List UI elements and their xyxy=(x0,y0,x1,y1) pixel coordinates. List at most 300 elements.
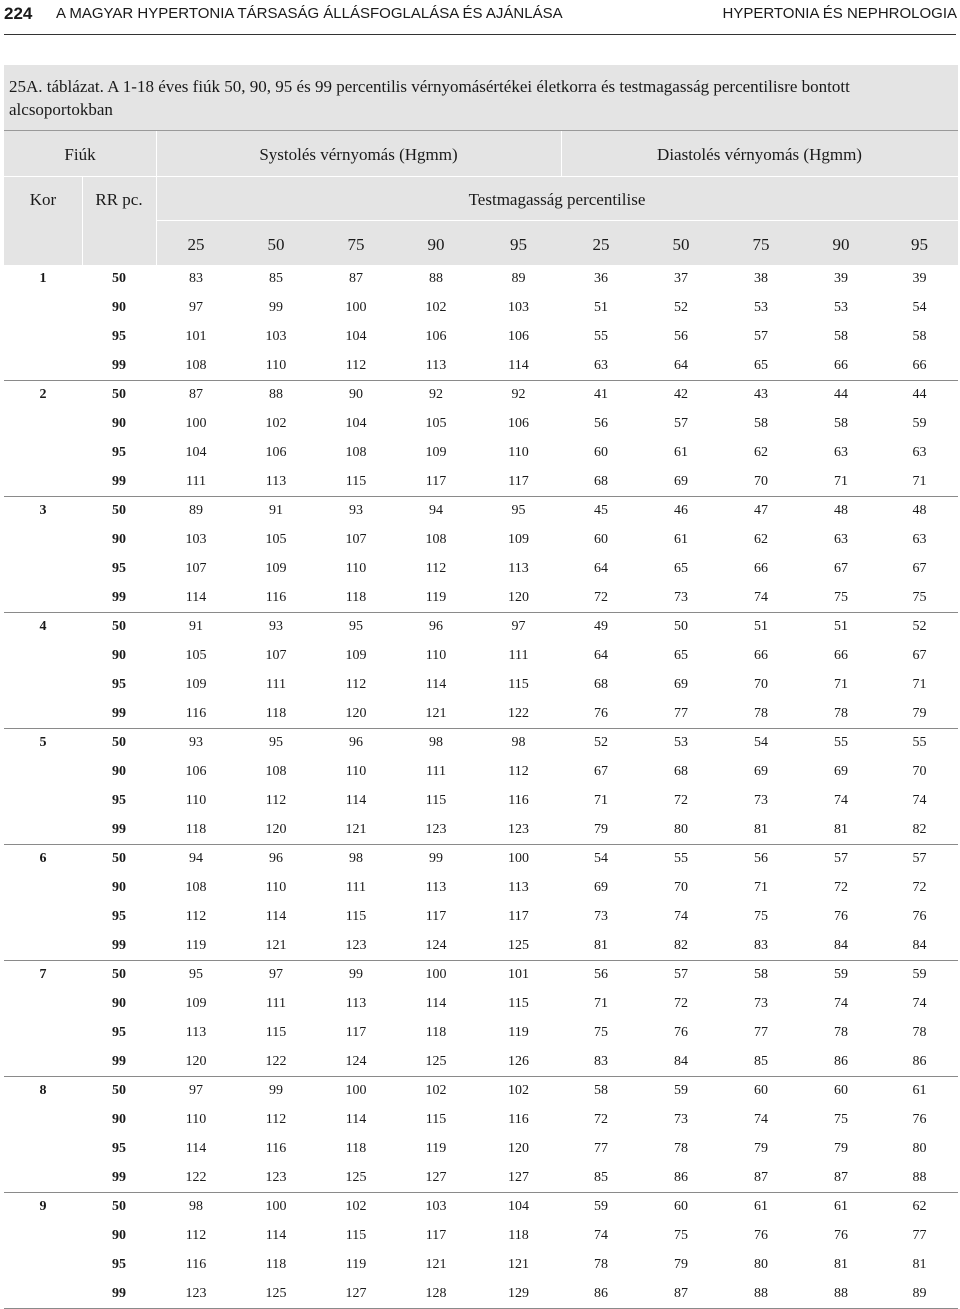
systolic-value-cell: 110 xyxy=(185,792,207,808)
table-caption xyxy=(4,65,958,131)
diastolic-value-cell: 64 xyxy=(641,351,721,380)
diastolic-value-cell: 89 xyxy=(881,1279,958,1308)
table-row xyxy=(4,787,958,816)
systolic-value-cell: 98 xyxy=(349,851,363,867)
systolic-value-cell: 114 xyxy=(345,792,367,808)
diastolic-value-cell: 71 xyxy=(801,467,881,496)
systolic-value-cell: 108 xyxy=(185,880,207,896)
rr-percentile-cell: 95 xyxy=(112,792,126,808)
diastolic-value-cell: 69 xyxy=(754,764,768,780)
systolic-value-cell: 127 xyxy=(316,1279,396,1308)
diastolic-value-cell: 87 xyxy=(641,1279,721,1308)
diastolic-value-cell: 55 xyxy=(594,328,608,344)
diastolic-value-cell: 71 xyxy=(912,676,927,692)
diastolic-value-cell: 73 xyxy=(594,908,608,924)
diastolic-value-cell: 57 xyxy=(754,328,768,344)
rr-percentile-cell: 99 xyxy=(82,931,156,960)
systolic-value-cell: 109 xyxy=(425,444,447,460)
age-cell xyxy=(4,1222,82,1251)
diastolic-value-cell: 54 xyxy=(912,300,927,316)
systolic-value-cell: 100 xyxy=(185,416,207,432)
table-row xyxy=(4,555,958,584)
systolic-value-cell: 107 xyxy=(185,560,207,576)
diastolic-value-cell: 72 xyxy=(912,880,927,896)
systolic-value-cell: 120 xyxy=(476,583,561,612)
systolic-value-cell: 94 xyxy=(429,503,443,519)
systolic-value-cell: 83 xyxy=(189,271,203,287)
systolic-value-cell: 114 xyxy=(185,1140,207,1156)
systolic-value-cell: 115 xyxy=(508,676,529,692)
diastolic-value-cell: 70 xyxy=(721,467,801,496)
age-cell xyxy=(4,1047,82,1076)
systolic-value-cell: 109 xyxy=(185,996,207,1012)
age-cell xyxy=(4,294,82,323)
systolic-value-cell: 112 xyxy=(185,1228,207,1244)
systolic-value-cell: 122 xyxy=(156,1163,236,1192)
diastolic-value-cell: 55 xyxy=(912,735,927,751)
systolic-value-cell: 103 xyxy=(425,1199,447,1215)
table-row xyxy=(4,729,958,758)
diastolic-value-cell: 53 xyxy=(834,300,848,316)
systolic-value-cell: 127 xyxy=(476,1163,561,1192)
diastolic-value-cell: 80 xyxy=(641,815,721,844)
table-row xyxy=(4,1019,958,1048)
systolic-value-cell: 104 xyxy=(508,1199,529,1215)
diastolic-value-cell: 72 xyxy=(834,880,848,896)
diastolic-value-cell: 66 xyxy=(834,648,848,664)
diastolic-value-cell: 66 xyxy=(801,351,881,380)
age-cell xyxy=(4,1251,82,1280)
diastolic-value-cell: 74 xyxy=(912,792,927,808)
diastolic-value-cell: 84 xyxy=(801,931,881,960)
systolic-value-cell: 117 xyxy=(476,467,561,496)
systolic-value-cell: 100 xyxy=(345,1083,367,1099)
age-cell: 5 xyxy=(39,735,47,751)
diastolic-value-cell: 73 xyxy=(674,1112,688,1128)
table-row xyxy=(4,526,958,555)
height-column-header: 25 xyxy=(592,235,610,254)
diastolic-value-cell: 74 xyxy=(594,1228,608,1244)
systolic-value-cell: 109 xyxy=(265,560,287,576)
systolic-value-cell: 117 xyxy=(425,1228,447,1244)
rr-percentile-cell: 50 xyxy=(112,967,126,983)
systolic-value-cell: 121 xyxy=(396,699,476,728)
height-percentile-header: Testmagasság percentilise xyxy=(468,190,646,209)
diastolic-value-cell: 73 xyxy=(754,792,768,808)
systolic-value-cell: 121 xyxy=(425,1256,447,1272)
systolic-value-cell: 108 xyxy=(425,532,447,548)
rr-percentile-cell: 95 xyxy=(112,1140,126,1156)
diastolic-value-cell: 52 xyxy=(674,300,688,316)
systolic-value-cell: 119 xyxy=(156,931,236,960)
age-cell xyxy=(4,1135,82,1164)
systolic-value-cell: 112 xyxy=(265,1112,287,1128)
rr-percentile-cell: 95 xyxy=(112,1256,126,1272)
age-cell: 3 xyxy=(39,503,47,519)
systolic-value-cell: 119 xyxy=(345,1256,367,1272)
table-row xyxy=(4,583,958,612)
diastolic-value-cell: 74 xyxy=(834,996,848,1012)
rr-percentile-cell: 99 xyxy=(82,815,156,844)
systolic-value-cell: 111 xyxy=(426,764,446,780)
group-label: Fiúk xyxy=(64,145,96,164)
diastolic-value-cell: 72 xyxy=(674,996,688,1012)
systolic-value-cell: 88 xyxy=(429,271,443,287)
systolic-value-cell: 108 xyxy=(345,444,367,460)
diastolic-value-cell: 87 xyxy=(721,1163,801,1192)
height-column-header: 95 xyxy=(911,235,928,254)
diastolic-value-cell: 68 xyxy=(561,467,641,496)
diastolic-value-cell: 67 xyxy=(912,648,927,664)
diastolic-value-cell: 38 xyxy=(754,271,768,287)
diastolic-value-cell: 76 xyxy=(754,1228,768,1244)
diastolic-value-cell: 44 xyxy=(834,387,848,403)
systolic-value-cell: 114 xyxy=(425,996,447,1012)
diastolic-value-cell: 75 xyxy=(754,908,768,924)
systolic-value-cell: 90 xyxy=(349,387,363,403)
diastolic-value-cell: 70 xyxy=(912,764,927,780)
diastolic-value-cell: 71 xyxy=(594,792,608,808)
systolic-value-cell: 116 xyxy=(236,583,316,612)
diastolic-value-cell: 66 xyxy=(754,560,768,576)
systolic-value-cell: 110 xyxy=(508,444,529,460)
systolic-value-cell: 101 xyxy=(508,967,529,983)
diastolic-value-cell: 67 xyxy=(594,764,608,780)
diastolic-value-cell: 86 xyxy=(801,1047,881,1076)
age-cell xyxy=(4,1279,82,1308)
diastolic-value-cell: 59 xyxy=(834,967,848,983)
systolic-value-cell: 103 xyxy=(265,328,287,344)
running-head xyxy=(0,0,960,30)
age-cell xyxy=(4,642,82,671)
systolic-value-cell: 120 xyxy=(508,1140,529,1156)
diastolic-value-cell: 56 xyxy=(594,416,608,432)
table-row xyxy=(4,1279,958,1308)
age-cell xyxy=(4,1163,82,1192)
age-cell: 6 xyxy=(39,851,47,867)
diastolic-value-cell: 45 xyxy=(594,503,608,519)
systolic-value-cell: 104 xyxy=(345,416,367,432)
systolic-value-cell: 120 xyxy=(236,815,316,844)
systolic-value-cell: 106 xyxy=(265,444,287,460)
diastolic-value-cell: 69 xyxy=(834,764,848,780)
systolic-value-cell: 105 xyxy=(425,416,447,432)
systolic-value-cell: 114 xyxy=(425,676,447,692)
age-cell xyxy=(4,671,82,700)
diastolic-value-cell: 78 xyxy=(912,1024,927,1040)
diastolic-value-cell: 59 xyxy=(912,416,927,432)
systolic-value-cell: 120 xyxy=(316,699,396,728)
rr-percentile-cell: 90 xyxy=(112,1228,126,1244)
diastolic-value-cell: 63 xyxy=(834,532,848,548)
diastolic-value-cell: 68 xyxy=(674,764,688,780)
diastolic-value-cell: 77 xyxy=(912,1228,927,1244)
diastolic-value-cell: 60 xyxy=(594,444,608,460)
systolic-value-cell: 102 xyxy=(345,1199,367,1215)
diastolic-value-cell: 55 xyxy=(674,851,688,867)
systolic-value-cell: 93 xyxy=(189,735,203,751)
rr-percentile-header: RR pc. xyxy=(95,190,143,209)
age-cell xyxy=(4,903,82,932)
table-row xyxy=(4,1251,958,1280)
age-cell xyxy=(4,410,82,439)
diastolic-value-cell: 74 xyxy=(834,792,848,808)
systolic-value-cell: 122 xyxy=(476,699,561,728)
systolic-value-cell: 117 xyxy=(425,908,447,924)
rr-percentile-cell: 90 xyxy=(112,996,126,1012)
height-column-header: 75 xyxy=(347,235,365,254)
table-row xyxy=(4,294,958,323)
systolic-value-cell: 87 xyxy=(349,271,363,287)
diastolic-value-cell: 60 xyxy=(674,1199,688,1215)
diastolic-value-cell: 44 xyxy=(912,387,927,403)
systolic-value-cell: 121 xyxy=(316,815,396,844)
age-cell xyxy=(4,874,82,903)
rr-percentile-cell: 99 xyxy=(82,699,156,728)
diastolic-value-cell: 72 xyxy=(594,1112,608,1128)
table-row xyxy=(4,323,958,352)
diastolic-value-cell: 63 xyxy=(834,444,848,460)
height-column-header: 90 xyxy=(832,235,850,254)
systolic-value-cell: 97 xyxy=(269,967,283,983)
diastolic-value-cell: 63 xyxy=(561,351,641,380)
age-cell xyxy=(4,931,82,960)
systolic-value-cell: 103 xyxy=(185,532,207,548)
age-cell xyxy=(4,1019,82,1048)
diastolic-value-cell: 56 xyxy=(594,967,608,983)
table-row xyxy=(4,1135,958,1164)
systolic-value-cell: 125 xyxy=(316,1163,396,1192)
diastolic-value-cell: 63 xyxy=(912,532,927,548)
page-number: 224 xyxy=(4,4,33,23)
diastolic-value-cell: 70 xyxy=(754,676,768,692)
diastolic-value-cell: 65 xyxy=(721,351,801,380)
rr-percentile-cell: 90 xyxy=(112,416,126,432)
diastolic-value-cell: 74 xyxy=(674,908,688,924)
systolic-value-cell: 117 xyxy=(345,1024,367,1040)
height-column-header: 90 xyxy=(427,235,445,254)
systolic-value-cell: 98 xyxy=(511,735,526,751)
systolic-value-cell: 112 xyxy=(345,676,367,692)
table-row xyxy=(4,1193,958,1222)
age-cell: 2 xyxy=(39,387,47,403)
diastolic-value-cell: 63 xyxy=(912,444,927,460)
diastolic-value-cell: 69 xyxy=(594,880,608,896)
rr-percentile-cell: 99 xyxy=(82,583,156,612)
diastolic-value-cell: 76 xyxy=(834,908,848,924)
diastolic-value-cell: 72 xyxy=(561,583,641,612)
age-cell xyxy=(4,699,82,728)
diastolic-value-cell: 50 xyxy=(674,619,688,635)
diastolic-value-cell: 59 xyxy=(912,967,927,983)
diastolic-value-cell: 52 xyxy=(594,735,608,751)
systolic-value-cell: 99 xyxy=(349,967,363,983)
diastolic-value-cell: 62 xyxy=(754,532,768,548)
systolic-value-cell: 123 xyxy=(396,815,476,844)
height-column-header: 25 xyxy=(187,235,205,254)
systolic-value-cell: 97 xyxy=(189,1083,203,1099)
rr-percentile-cell: 50 xyxy=(112,735,126,751)
systolic-value-cell: 102 xyxy=(508,1083,529,1099)
caption-label: 25A. táblázat. xyxy=(9,77,104,96)
diastolic-value-cell: 79 xyxy=(674,1256,688,1272)
age-cell xyxy=(4,990,82,1019)
age-cell xyxy=(4,787,82,816)
systolic-value-cell: 118 xyxy=(236,699,316,728)
diastolic-value-cell: 59 xyxy=(674,1083,688,1099)
rr-percentile-cell: 99 xyxy=(82,1163,156,1192)
systolic-value-cell: 114 xyxy=(345,1112,367,1128)
rr-percentile-cell: 99 xyxy=(82,1279,156,1308)
rr-percentile-cell: 95 xyxy=(112,560,126,576)
age-cell xyxy=(4,467,82,496)
systolic-value-cell: 115 xyxy=(425,1112,447,1128)
rr-percentile-cell: 90 xyxy=(112,1112,126,1128)
height-column-header: 50 xyxy=(672,235,690,254)
diastolic-value-cell: 65 xyxy=(674,648,688,664)
systolic-value-cell: 113 xyxy=(508,880,529,896)
diastolic-value-cell: 57 xyxy=(912,851,927,867)
rr-percentile-cell: 90 xyxy=(112,532,126,548)
systolic-value-cell: 106 xyxy=(508,328,529,344)
diastolic-value-cell: 67 xyxy=(912,560,927,576)
table-row xyxy=(4,439,958,468)
diastolic-value-cell: 78 xyxy=(834,1024,848,1040)
diastolic-value-cell: 84 xyxy=(641,1047,721,1076)
rr-percentile-cell: 90 xyxy=(112,300,126,316)
systolic-value-cell: 100 xyxy=(508,851,529,867)
systolic-value-cell: 91 xyxy=(189,619,203,635)
systolic-value-cell: 100 xyxy=(265,1199,287,1215)
systolic-value-cell: 111 xyxy=(266,676,286,692)
diastolic-value-cell: 76 xyxy=(674,1024,688,1040)
diastolic-value-cell: 70 xyxy=(674,880,688,896)
table-row xyxy=(4,961,958,990)
systolic-value-cell: 96 xyxy=(269,851,283,867)
table-row xyxy=(4,671,958,700)
diastolic-value-cell: 62 xyxy=(912,1199,927,1215)
systolic-value-cell: 109 xyxy=(185,676,207,692)
diastolic-value-cell: 61 xyxy=(674,532,688,548)
systolic-value-cell: 125 xyxy=(476,931,561,960)
rr-percentile-cell: 50 xyxy=(112,1083,126,1099)
systolic-value-cell: 109 xyxy=(508,532,529,548)
diastolic-value-cell: 76 xyxy=(561,699,641,728)
systolic-value-cell: 108 xyxy=(265,764,287,780)
systolic-value-cell: 110 xyxy=(345,764,367,780)
age-cell xyxy=(4,815,82,844)
diastolic-value-cell: 86 xyxy=(881,1047,958,1076)
diastolic-value-cell: 81 xyxy=(721,815,801,844)
diastolic-value-cell: 66 xyxy=(754,648,768,664)
systolic-value-cell: 95 xyxy=(511,503,526,519)
age-cell xyxy=(4,526,82,555)
table-row xyxy=(4,1106,958,1135)
diastolic-value-cell: 86 xyxy=(561,1279,641,1308)
diastolic-value-cell: 43 xyxy=(754,387,768,403)
systolic-value-cell: 107 xyxy=(265,648,287,664)
systolic-value-cell: 92 xyxy=(511,387,526,403)
systolic-value-cell: 110 xyxy=(265,880,287,896)
rr-percentile-cell: 95 xyxy=(112,328,126,344)
rr-percentile-cell: 95 xyxy=(112,908,126,924)
systolic-value-cell: 109 xyxy=(345,648,367,664)
table-row xyxy=(4,497,958,526)
age-cell xyxy=(4,555,82,584)
systolic-value-cell: 120 xyxy=(156,1047,236,1076)
rr-percentile-cell: 50 xyxy=(112,1199,126,1215)
diastolic-value-cell: 60 xyxy=(834,1083,848,1099)
diastolic-value-cell: 67 xyxy=(834,560,848,576)
diastolic-value-cell: 79 xyxy=(754,1140,768,1156)
table-row xyxy=(4,815,958,844)
diastolic-value-cell: 61 xyxy=(834,1199,848,1215)
diastolic-value-cell: 78 xyxy=(721,699,801,728)
systolic-value-cell: 110 xyxy=(425,648,447,664)
diastolic-value-cell: 58 xyxy=(834,416,848,432)
diastolic-value-cell: 85 xyxy=(721,1047,801,1076)
diastolic-value-cell: 65 xyxy=(674,560,688,576)
systolic-value-cell: 116 xyxy=(156,699,236,728)
diastolic-value-cell: 73 xyxy=(754,996,768,1012)
diastolic-value-cell: 60 xyxy=(594,532,608,548)
systolic-value-cell: 102 xyxy=(265,416,287,432)
age-cell: 4 xyxy=(39,619,47,635)
diastolic-value-cell: 62 xyxy=(754,444,768,460)
systolic-value-cell: 125 xyxy=(396,1047,476,1076)
systolic-value-cell: 111 xyxy=(508,648,529,664)
systolic-value-cell: 94 xyxy=(189,851,203,867)
systolic-value-cell: 101 xyxy=(185,328,207,344)
systolic-value-cell: 126 xyxy=(476,1047,561,1076)
systolic-value-cell: 118 xyxy=(316,583,396,612)
diastolic-value-cell: 58 xyxy=(912,328,927,344)
height-column-header: 50 xyxy=(267,235,285,254)
systolic-value-cell: 118 xyxy=(156,815,236,844)
systolic-value-cell: 115 xyxy=(316,467,396,496)
diastolic-value-cell: 78 xyxy=(674,1140,688,1156)
diastolic-value-cell: 57 xyxy=(674,967,688,983)
systolic-value-cell: 110 xyxy=(345,560,367,576)
systolic-value-cell: 85 xyxy=(269,271,283,287)
systolic-value-cell: 89 xyxy=(511,271,526,287)
diastolic-value-cell: 56 xyxy=(754,851,768,867)
systolic-value-cell: 113 xyxy=(185,1024,207,1040)
systolic-value-cell: 106 xyxy=(425,328,447,344)
rr-percentile-cell: 95 xyxy=(112,676,126,692)
systolic-value-cell: 123 xyxy=(156,1279,236,1308)
systolic-value-cell: 95 xyxy=(349,619,363,635)
diastolic-value-cell: 49 xyxy=(594,619,608,635)
systolic-value-cell: 87 xyxy=(189,387,203,403)
diastolic-value-cell: 64 xyxy=(594,560,608,576)
systolic-value-cell: 116 xyxy=(265,1140,287,1156)
systolic-value-cell: 111 xyxy=(156,467,236,496)
systolic-value-cell: 112 xyxy=(425,560,447,576)
systolic-value-cell: 115 xyxy=(265,1024,287,1040)
header-divider xyxy=(82,220,83,265)
systolic-value-cell: 93 xyxy=(269,619,283,635)
diastolic-value-cell: 88 xyxy=(801,1279,881,1308)
age-cell: 8 xyxy=(39,1083,47,1099)
diastolic-value-cell: 58 xyxy=(754,967,768,983)
systolic-header: Systolés vérnyomás (Hgmm) xyxy=(259,145,458,164)
diastolic-value-cell: 76 xyxy=(834,1228,848,1244)
table-row xyxy=(4,874,958,903)
systolic-value-cell: 112 xyxy=(185,908,207,924)
systolic-value-cell: 115 xyxy=(345,1228,367,1244)
diastolic-value-cell: 52 xyxy=(912,619,927,635)
